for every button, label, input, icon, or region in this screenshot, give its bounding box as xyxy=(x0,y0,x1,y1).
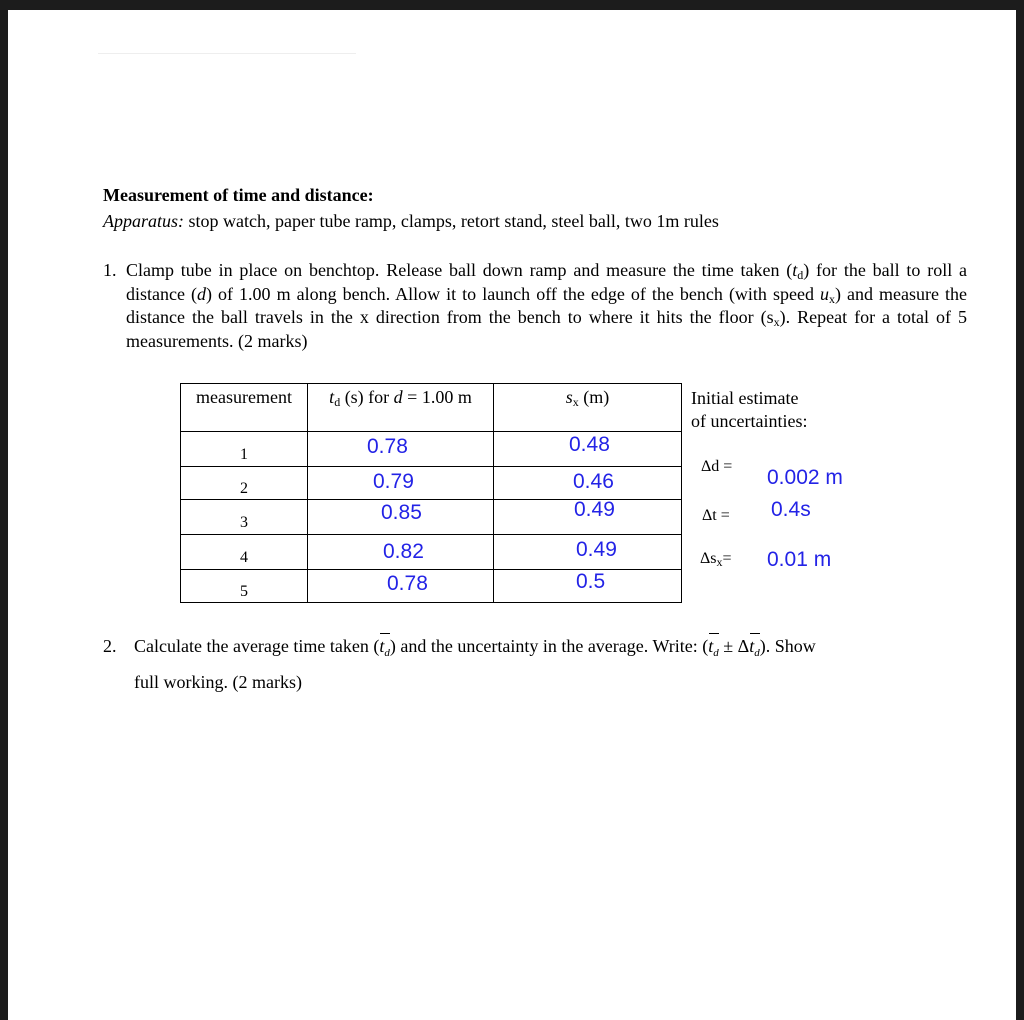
question-2-number: 2. xyxy=(103,636,117,656)
delta-t-value: 0.4s xyxy=(771,498,811,521)
table-row xyxy=(181,535,682,570)
sx-cell: 0.48 xyxy=(494,432,682,467)
delta-sx-label: $\Delta s_x=$ xyxy=(700,550,732,569)
delta-d-label: Δd = xyxy=(701,458,733,475)
td-cell: 0.82 xyxy=(308,535,494,570)
apparatus-text: stop watch, paper tube ramp, clamps, retort stand, steel ball, two 1m rules xyxy=(188,211,719,231)
sx-cell: 0.5 xyxy=(494,570,682,603)
faint-divider xyxy=(98,53,356,54)
sx-cell: 0.49 xyxy=(494,500,682,535)
question-1-text: Clamp tube in place on benchtop. Release ball down ramp and measure the time taken $(t_d)$ for the ball to roll a distance (d) of 1.00 m along bench. Allow it to launch off the edge of the bench (with speed $u_x$) and measure the distance the ball travels in the x direction from the bench to where it hits the floor $(s_x)$. Repeat for a total of 5 measurements. (2 marks) xyxy=(126,260,967,351)
question-2 xyxy=(103,632,973,697)
measurement-table xyxy=(180,383,682,603)
delta-sx-value: 0.01 m xyxy=(767,548,832,571)
row-number: 4 xyxy=(181,535,308,570)
uncertainty-title: Initial estimate of uncertainties: xyxy=(691,388,808,431)
question-1 xyxy=(103,259,967,353)
delta-d-value: 0.002 m xyxy=(767,466,843,489)
section-title: Measurement of time and distance: xyxy=(103,185,374,205)
table-header-measurement: measurement xyxy=(181,384,308,432)
sx-cell: 0.49 xyxy=(494,535,682,570)
table-row xyxy=(181,500,682,535)
question-1-number: 1. xyxy=(103,260,117,280)
t-bar-symbol: $t_d$ xyxy=(708,632,719,668)
t-bar-symbol: $t_d$ xyxy=(749,632,760,668)
td-cell: 0.79 xyxy=(308,467,494,500)
table-row xyxy=(181,467,682,500)
delta-t-label: Δt = xyxy=(702,507,730,524)
t-bar-symbol: $t_d$ xyxy=(379,632,390,668)
td-cell: 0.85 xyxy=(308,500,494,535)
row-number: 3 xyxy=(181,500,308,535)
table-header-sx: $s_x$ (m) xyxy=(494,384,682,432)
question-2-text: Calculate the average time taken $(t_d)$ and the uncertainty in the average. Write: $(t_d \pm \Delta t_d)$. Show full working. (2 marks) xyxy=(134,632,973,697)
row-number: 1 xyxy=(181,432,308,467)
td-cell: 0.78 xyxy=(308,570,494,603)
apparatus-line xyxy=(103,211,719,232)
table-row xyxy=(181,432,682,467)
table-row xyxy=(181,570,682,603)
td-cell: 0.78 xyxy=(308,432,494,467)
table-header-td: $t_d$ (s) for d = 1.00 m xyxy=(308,384,494,432)
row-number: 2 xyxy=(181,467,308,500)
row-number: 5 xyxy=(181,570,308,603)
sx-cell: 0.46 xyxy=(494,467,682,500)
apparatus-label: Apparatus: xyxy=(103,211,184,231)
